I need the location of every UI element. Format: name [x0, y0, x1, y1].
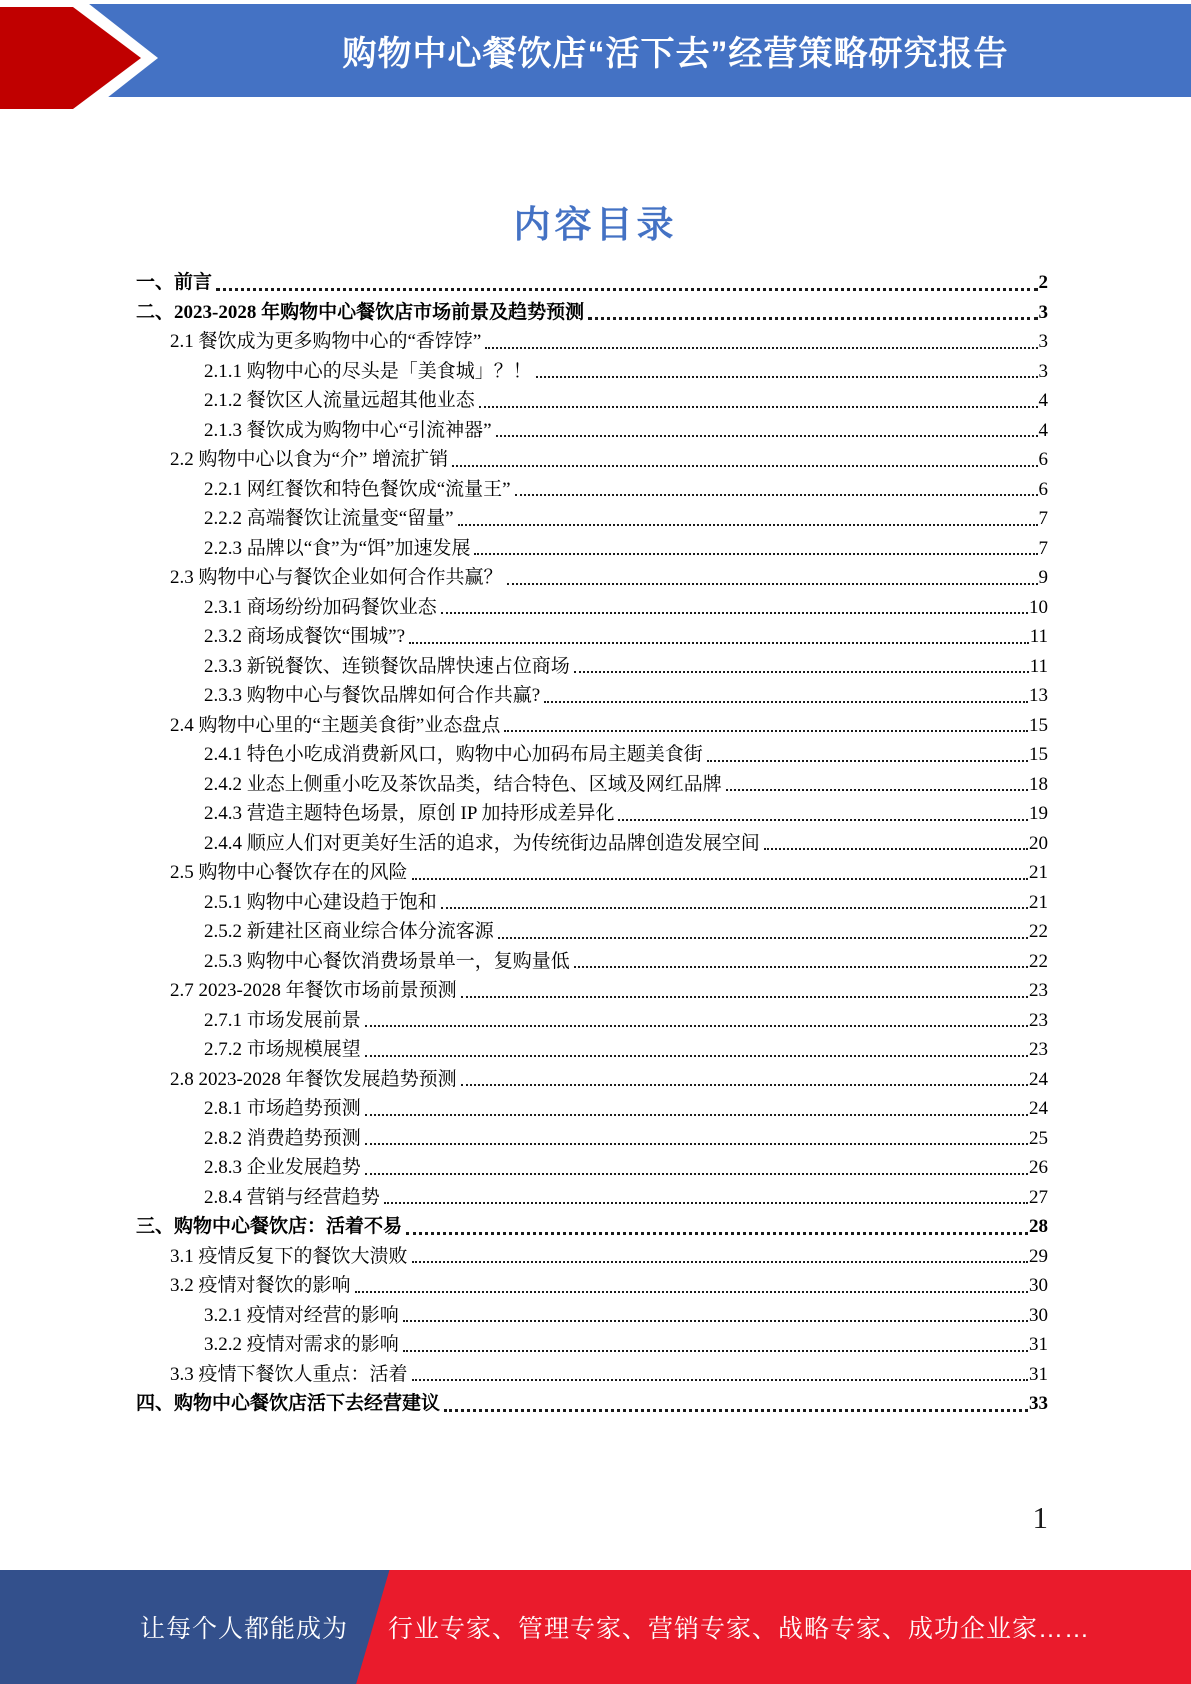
toc-dots-leader [507, 583, 1038, 585]
toc-dots-leader [412, 878, 1028, 880]
toc-entry[interactable] [136, 533, 1048, 563]
toc-entry-page: 28 [1029, 1216, 1048, 1237]
toc-entry[interactable] [136, 444, 1048, 474]
toc-entry-page: 21 [1029, 862, 1048, 883]
toc-entry-label: 3.3 疫情下餐饮人重点：活着 [170, 1363, 408, 1385]
toc-dots-leader [726, 789, 1028, 791]
toc-entry-label: 2.4.2 业态上侧重小吃及茶饮品类，结合特色、区域及网红品牌 [204, 773, 722, 795]
toc-entry-label: 2.4 购物中心里的“主题美食街”业态盘点 [170, 714, 501, 736]
toc-entry-label: 2.3.3 购物中心与餐饮品牌如何合作共赢? [204, 685, 541, 706]
toc-entry[interactable] [136, 710, 1048, 740]
toc-dots-leader [461, 1084, 1028, 1086]
toc-entry-page: 31 [1029, 1363, 1048, 1385]
toc-dots-leader [403, 1350, 1028, 1352]
toc-dots-leader [574, 671, 1029, 673]
toc-entry-label: 2.8.4 营销与经营趋势 [204, 1186, 380, 1208]
toc-entry-page: 2 [1038, 272, 1048, 293]
toc-dots-leader [412, 1379, 1028, 1381]
toc-entry-page: 30 [1029, 1304, 1048, 1326]
toc-entry[interactable] [136, 385, 1048, 415]
toc-entry[interactable] [136, 1064, 1048, 1094]
toc-entry-page: 23 [1029, 980, 1048, 1001]
toc-entry-page: 6 [1038, 478, 1048, 500]
toc-entry-label: 2.8 2023-2028 年餐饮发展趋势预测 [170, 1068, 457, 1090]
toc-entry[interactable] [136, 975, 1048, 1005]
footer-right-text: 行业专家、管理专家、营销专家、战略专家、成功企业家…… [388, 1615, 1091, 1643]
toc-entry-label: 四、购物中心餐饮店活下去经营建议 [136, 1393, 441, 1414]
toc-entry[interactable] [136, 887, 1048, 917]
toc-entry-label: 2.3.3 新锐餐饮、连锁餐饮品牌快速占位商场 [204, 655, 570, 677]
toc-dots-leader [485, 347, 1037, 349]
toc-entry-page: 24 [1029, 1098, 1048, 1119]
toc-entry-page: 19 [1029, 803, 1048, 824]
toc-entry-page: 29 [1029, 1245, 1048, 1267]
toc-entry[interactable] [136, 828, 1048, 858]
toc-entry-page: 22 [1029, 950, 1048, 972]
toc-entry[interactable] [136, 857, 1048, 887]
toc-entry-label: 三、购物中心餐饮店：活着不易 [136, 1216, 403, 1237]
toc-entry[interactable] [136, 326, 1048, 356]
toc-entry-label: 3.1 疫情反复下的餐饮大溃败 [170, 1245, 408, 1267]
toc-entry[interactable] [136, 769, 1048, 799]
toc-dots-leader [216, 288, 1037, 291]
toc-entry-label: 2.1 餐饮成为更多购物中心的“香饽饽” [170, 331, 482, 352]
toc-entry-label: 2.3.2 商场成餐饮“围城”? [204, 626, 406, 647]
toc-entry-page: 18 [1029, 773, 1048, 795]
toc-entry[interactable] [136, 592, 1048, 622]
toc-entry[interactable] [136, 415, 1048, 445]
toc-entry[interactable] [136, 297, 1048, 327]
footer-left-text: 让每个人都能成为 [140, 1615, 349, 1643]
toc-entry[interactable] [136, 739, 1048, 769]
toc-entry[interactable] [136, 562, 1048, 592]
toc-dots-leader [355, 1291, 1028, 1293]
toc-entry-label: 2.5.2 新建社区商业综合体分流客源 [204, 921, 494, 942]
toc-entry[interactable] [136, 916, 1048, 946]
toc-entry-page: 27 [1029, 1186, 1048, 1208]
toc-title: 内容目录 [513, 205, 678, 246]
toc-entry-page: 33 [1029, 1393, 1048, 1414]
toc-entry-label: 二、2023-2028 年购物中心餐饮店市场前景及趋势预测 [136, 301, 585, 323]
toc-entry[interactable] [136, 621, 1048, 651]
toc-entry-page: 3 [1038, 331, 1048, 352]
toc-entry[interactable] [136, 474, 1048, 504]
toc-dots-leader [441, 612, 1028, 614]
toc-entry-label: 2.1.1 购物中心的尽头是「美食城」？！ [204, 360, 532, 382]
toc-entry-label: 3.2 疫情对餐饮的影响 [170, 1275, 351, 1296]
toc-entry[interactable] [136, 798, 1048, 828]
toc-entry-label: 2.5.1 购物中心建设趋于饱和 [204, 891, 437, 913]
toc-entry-label: 2.1.2 餐饮区人流量远超其他业态 [204, 390, 475, 411]
toc-dots-leader [412, 1261, 1028, 1263]
toc-entry-page: 25 [1029, 1127, 1048, 1149]
toc-entry[interactable] [136, 1241, 1048, 1271]
toc-dots-leader [441, 907, 1028, 909]
toc-dots-leader [479, 406, 1038, 408]
toc-entry-label: 3.2.1 疫情对经营的影响 [204, 1304, 399, 1326]
toc-dots-leader [496, 435, 1038, 437]
toc-entry-label: 2.8.1 市场趋势预测 [204, 1098, 361, 1119]
toc-entry-label: 2.2.2 高端餐饮让流量变“留量” [204, 508, 454, 529]
toc-dots-leader [444, 1409, 1028, 1412]
footer [0, 1570, 1191, 1684]
toc-entry-label: 2.4.3 营造主题特色场景，原创 IP 加持形成差异化 [204, 803, 615, 824]
toc-dots-leader [574, 966, 1028, 968]
toc-entry[interactable] [136, 1182, 1048, 1212]
toc-dots-leader [365, 1143, 1028, 1145]
toc-entry[interactable] [136, 1329, 1048, 1359]
toc-entry[interactable] [136, 1388, 1048, 1418]
toc-entry-page: 4 [1038, 390, 1048, 411]
toc-entry-page: 10 [1029, 596, 1048, 618]
toc-entry-page: 15 [1029, 714, 1048, 736]
toc-entry-page: 3 [1038, 360, 1048, 382]
toc-dots-leader [458, 524, 1038, 526]
toc-entry-label: 2.5 购物中心餐饮存在的风险 [170, 862, 408, 883]
toc-entry-label: 2.3 购物中心与餐饮企业如何合作共赢？ [170, 567, 503, 588]
page-number: 1 [1032, 1500, 1048, 1535]
toc-entry[interactable] [136, 1152, 1048, 1182]
toc-entry-label: 2.8.2 消费趋势预测 [204, 1127, 361, 1149]
toc-dots-leader [707, 760, 1028, 762]
toc-entry[interactable] [136, 503, 1048, 533]
toc-entry-label: 2.7 2023-2028 年餐饮市场前景预测 [170, 980, 457, 1001]
toc-entry-page: 7 [1038, 537, 1048, 559]
toc-entry-page: 30 [1029, 1275, 1048, 1296]
toc-dots-leader [384, 1202, 1028, 1204]
toc-entry-page: 23 [1029, 1039, 1048, 1060]
report-title: 购物中心餐饮店“活下去”经营策略研究报告 [342, 35, 1009, 73]
toc-entry-page: 4 [1038, 419, 1048, 441]
toc-entry[interactable] [136, 1270, 1048, 1300]
toc-entry-page: 26 [1029, 1157, 1048, 1178]
toc-entry-label: 2.2.3 品牌以“食”为“饵”加速发展 [204, 537, 471, 559]
toc-entry-page: 15 [1029, 744, 1048, 765]
toc-dots-leader [504, 730, 1028, 732]
toc-entry-page: 20 [1029, 832, 1048, 854]
toc-entry[interactable] [136, 651, 1048, 681]
toc-entry[interactable] [136, 267, 1048, 297]
toc-entry[interactable] [136, 680, 1048, 710]
toc-list [136, 267, 1048, 1418]
toc-dots-leader [365, 1055, 1028, 1057]
toc-entry-page: 9 [1038, 567, 1048, 588]
toc-dots-leader [764, 848, 1028, 850]
toc-dots-leader [403, 1320, 1028, 1322]
toc-dots-leader [474, 553, 1037, 555]
toc-entry-label: 2.5.3 购物中心餐饮消费场景单一，复购量低 [204, 950, 570, 972]
toc-entry[interactable] [136, 1005, 1048, 1035]
toc-entry-label: 2.4.4 顺应人们对更美好生活的追求，为传统街边品牌创造发展空间 [204, 832, 760, 854]
toc-dots-leader [365, 1173, 1028, 1175]
toc-dots-leader [515, 494, 1038, 496]
toc-entry[interactable] [136, 1034, 1048, 1064]
toc-dots-leader [461, 996, 1028, 998]
toc-dots-leader [452, 465, 1037, 467]
toc-entry-label: 一、前言 [136, 272, 213, 293]
toc-entry[interactable] [136, 1300, 1048, 1330]
toc-dots-leader [365, 1025, 1028, 1027]
toc-dots-leader [544, 701, 1028, 703]
toc-entry-label: 2.2 购物中心以食为“介” 增流扩销 [170, 449, 449, 470]
toc-dots-leader [406, 1232, 1028, 1235]
toc-dots-leader [536, 376, 1038, 378]
toc-entry-label: 2.2.1 网红餐饮和特色餐饮成“流量王” [204, 478, 511, 500]
toc-entry[interactable] [136, 1093, 1048, 1123]
toc-entry-page: 21 [1029, 891, 1048, 913]
toc-entry[interactable] [136, 946, 1048, 976]
toc-dots-leader [588, 317, 1037, 320]
toc-entry-page: 23 [1029, 1009, 1048, 1031]
toc-entry-label: 2.4.1 特色小吃成消费新风口，购物中心加码布局主题美食街 [204, 744, 703, 765]
toc-entry-page: 3 [1038, 301, 1048, 323]
report-header [0, 0, 1191, 120]
toc-entry-label: 2.7.1 市场发展前景 [204, 1009, 361, 1031]
toc-dots-leader [618, 819, 1028, 821]
toc-entry-label: 3.2.2 疫情对需求的影响 [204, 1334, 399, 1355]
toc-entry-label: 2.3.1 商场纷纷加码餐饮业态 [204, 596, 437, 618]
toc-entry[interactable] [136, 1123, 1048, 1153]
toc-dots-leader [365, 1114, 1028, 1116]
toc-entry-page: 11 [1029, 655, 1048, 677]
toc-entry-page: 24 [1029, 1068, 1048, 1090]
toc-entry[interactable] [136, 1211, 1048, 1241]
toc-entry-label: 2.7.2 市场规模展望 [204, 1039, 361, 1060]
toc-entry[interactable] [136, 1359, 1048, 1389]
toc-entry-page: 13 [1029, 685, 1048, 706]
toc-entry-page: 7 [1038, 508, 1048, 529]
toc-entry[interactable] [136, 356, 1048, 386]
toc-dots-leader [409, 642, 1029, 644]
arrow-icon [0, 0, 175, 120]
toc-dots-leader [498, 937, 1028, 939]
toc-entry-label: 2.8.3 企业发展趋势 [204, 1157, 361, 1178]
toc-entry-label: 2.1.3 餐饮成为购物中心“引流神器” [204, 419, 492, 441]
toc-entry-page: 6 [1038, 449, 1048, 470]
toc-entry-page: 11 [1029, 626, 1048, 647]
toc-entry-page: 31 [1029, 1334, 1048, 1355]
toc-entry-page: 22 [1029, 921, 1048, 942]
